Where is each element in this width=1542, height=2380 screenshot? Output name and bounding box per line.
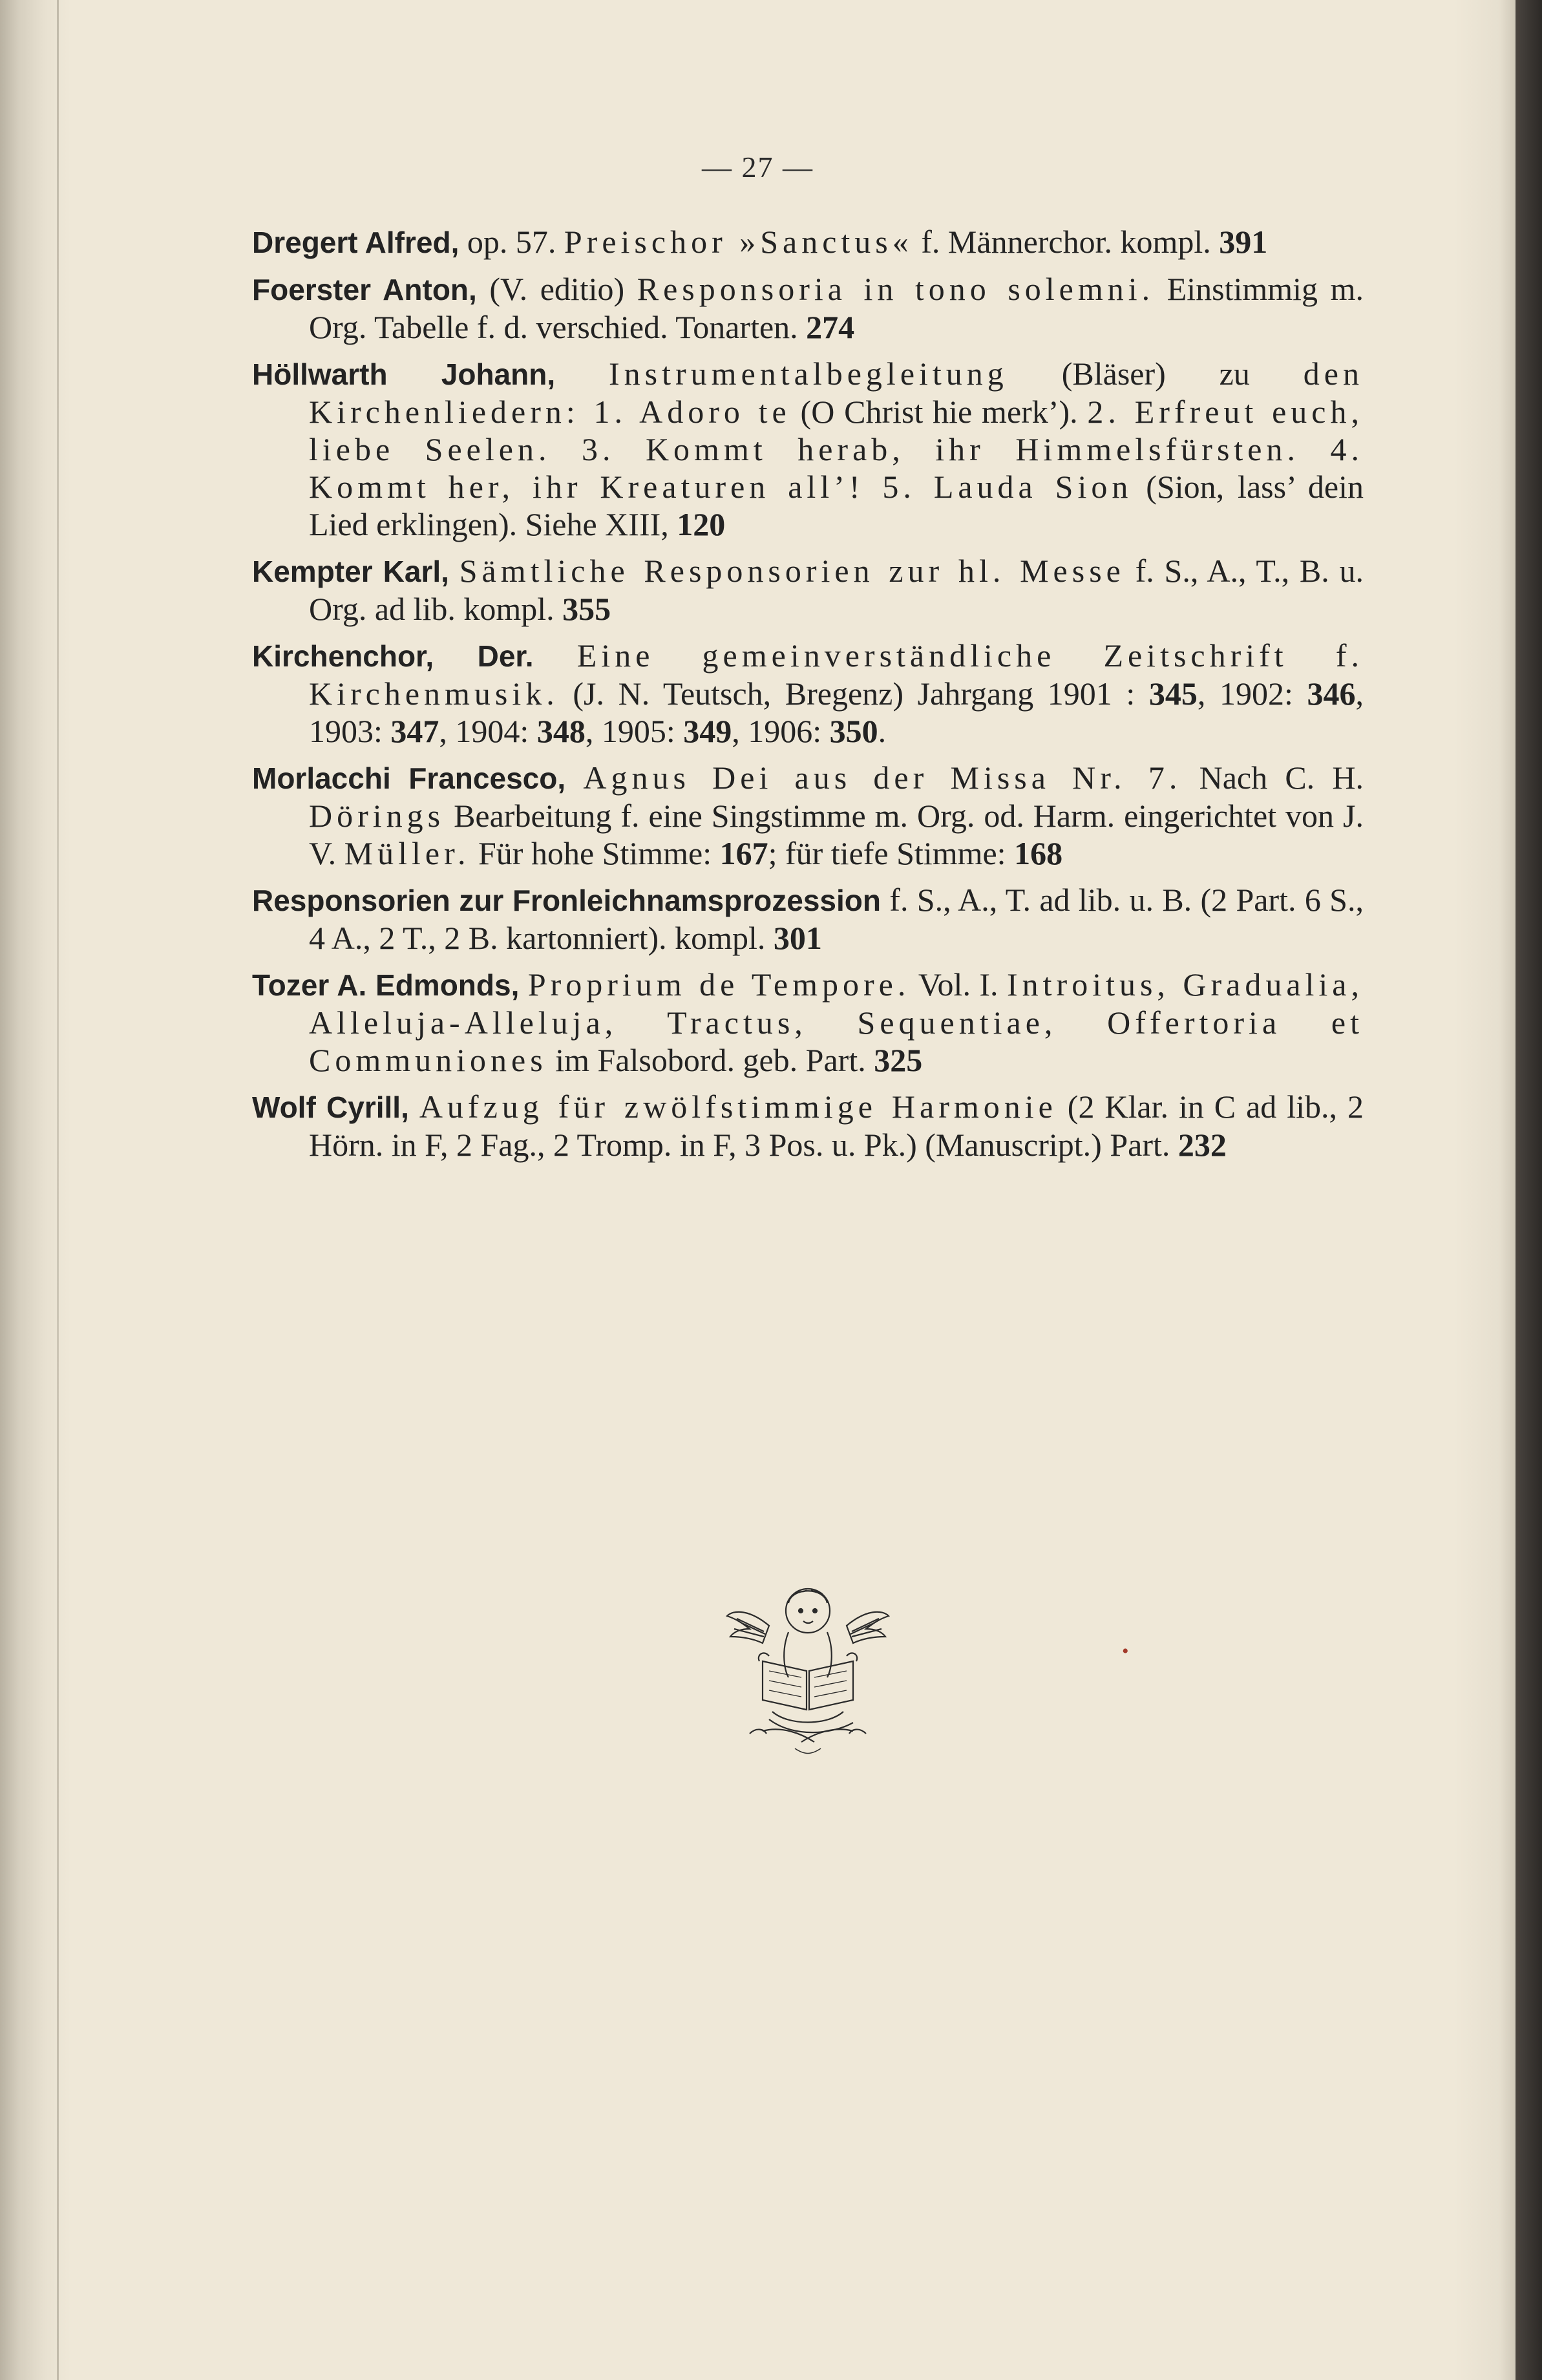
entry-text: (V. editio) <box>489 271 637 307</box>
entry-title: 2. Erfreut euch, liebe Seelen. 3. Kommt herab, ihr Himmelsfürsten. 4. Kommt her, ihr Kreaturen all’! 5. Lauda Sion <box>309 394 1364 505</box>
entry-author: Dregert Alfred, <box>252 226 459 259</box>
entry-text: , 1906: <box>732 713 830 749</box>
entry-title: den Kirchenliedern: 1. Adoro te <box>309 356 1364 430</box>
entry-title: Instrumentalbegleitung <box>609 356 1008 392</box>
entry-number: 120 <box>677 506 726 542</box>
entry-text: (2 Klar. in C ad lib., 2 Hörn. in F, 2 Fag., 2 Tromp. in F, 3 Pos. u. Pk.) (Manuscript.) Part. <box>309 1089 1364 1163</box>
entry-number: 325 <box>874 1042 923 1078</box>
entry-author: Tozer A. Edmonds, <box>252 968 520 1002</box>
entry-text: Einstimmig m. Org. Tabelle f. d. verschied. Tonarten. <box>309 271 1364 345</box>
entry-title: Introitus, Gradualia, Alleluja-Alleluja, Tractus, Sequentiae, Offertoria et Communiones <box>309 966 1364 1078</box>
entry-author: Wolf Cyrill, <box>252 1090 409 1124</box>
catalog-entry <box>252 270 1364 346</box>
entry-title: Agnus Dei aus der Missa Nr. 7. <box>583 760 1182 796</box>
entry-text: f. S., A., T., B. u. Org. ad lib. kompl. <box>309 553 1364 627</box>
entry-number: 349 <box>683 713 732 749</box>
entry-title: Dörings <box>309 798 445 834</box>
catalog-entry <box>252 966 1364 1079</box>
catalog-entry <box>252 552 1364 628</box>
entry-text: f. S., A., T. ad lib. u. B. (2 Part. 6 S., 4 A., 2 T., 2 B. kartonniert). kompl. <box>309 882 1364 956</box>
entry-text: . <box>878 713 887 749</box>
entry-title: Müller. <box>344 835 470 871</box>
catalog-entry <box>252 1088 1364 1163</box>
entry-text: , 1902: <box>1197 675 1307 712</box>
entry-number: 168 <box>1014 835 1063 871</box>
entry-author: Höllwarth Johann, <box>252 357 556 391</box>
entry-text: im Falsobord. geb. Part. <box>547 1042 874 1078</box>
book-edge <box>1516 0 1542 2380</box>
entry-number: 232 <box>1178 1127 1227 1163</box>
entry-number: 348 <box>536 713 586 749</box>
catalog-entry <box>252 223 1364 261</box>
catalog-entry <box>252 759 1364 872</box>
page-number: — 27 — <box>702 151 814 184</box>
entry-text: Bearbeitung f. eine Singstimme m. Org. od. Harm. eingerichtet von J. V. <box>309 798 1364 871</box>
entry-author: Foerster Anton, <box>252 273 477 306</box>
entry-author: Morlacchi Francesco, <box>252 761 566 795</box>
entry-text: (O Christ hie merk’). <box>790 394 1088 430</box>
entry-text: (Sion, lass’ dein Lied erklingen). Siehe XIII, <box>309 469 1364 542</box>
entry-author: Kempter Karl, <box>252 555 449 588</box>
catalog-entry <box>252 637 1364 750</box>
page-gutter <box>57 0 59 2380</box>
entry-text: (Bläser) zu <box>1008 356 1304 392</box>
entry-text: Für hohe Stimme: <box>470 835 720 871</box>
entry-number: 346 <box>1307 675 1356 712</box>
entry-title: Responsoria in tono solemni. <box>637 271 1155 307</box>
ink-speck: • <box>1122 1641 1129 1662</box>
entry-text: op. 57. <box>467 224 564 260</box>
entry-text: , 1904: <box>439 713 537 749</box>
entry-text: , 1905: <box>585 713 684 749</box>
entry-number: 347 <box>390 713 439 749</box>
entry-text: ; für tiefe Stimme: <box>768 835 1015 871</box>
entry-text: , 1903: <box>309 675 1364 749</box>
cherub-ornament-icon <box>724 1564 892 1758</box>
entry-number: 167 <box>719 835 768 871</box>
entry-number: 350 <box>829 713 878 749</box>
entry-author: Responsorien zur Fronleichnamsprozession <box>252 884 881 917</box>
entry-text: f. Männerchor. kompl. <box>913 224 1220 260</box>
entry-number: 345 <box>1148 675 1198 712</box>
entry-number: 391 <box>1219 224 1268 260</box>
catalog-entry <box>252 881 1364 957</box>
entry-text: Nach C. H. <box>1181 760 1364 796</box>
entry-text: (J. N. Teutsch, Bregenz) Jahrgang 1901 : <box>558 675 1149 712</box>
entry-text: Vol. I. <box>910 966 1007 1003</box>
entry-title: Proprium de Tempore. <box>527 966 911 1003</box>
entry-title: Eine gemeinverständliche Zeitschrift f. Kirchenmusik. <box>309 637 1364 712</box>
catalog-entry <box>252 355 1364 543</box>
entry-number: 274 <box>806 309 855 345</box>
entry-number: 355 <box>562 591 611 627</box>
entry-title: Preischor »Sanctus« <box>564 224 913 260</box>
catalog-entries <box>252 223 1364 1173</box>
entry-author: Kirchenchor, Der. <box>252 639 534 673</box>
entry-title: Sämtliche Responsorien zur hl. Messe <box>459 553 1125 589</box>
entry-number: 301 <box>773 920 822 956</box>
entry-title: Aufzug für zwölfstimmige Harmonie <box>419 1089 1057 1125</box>
